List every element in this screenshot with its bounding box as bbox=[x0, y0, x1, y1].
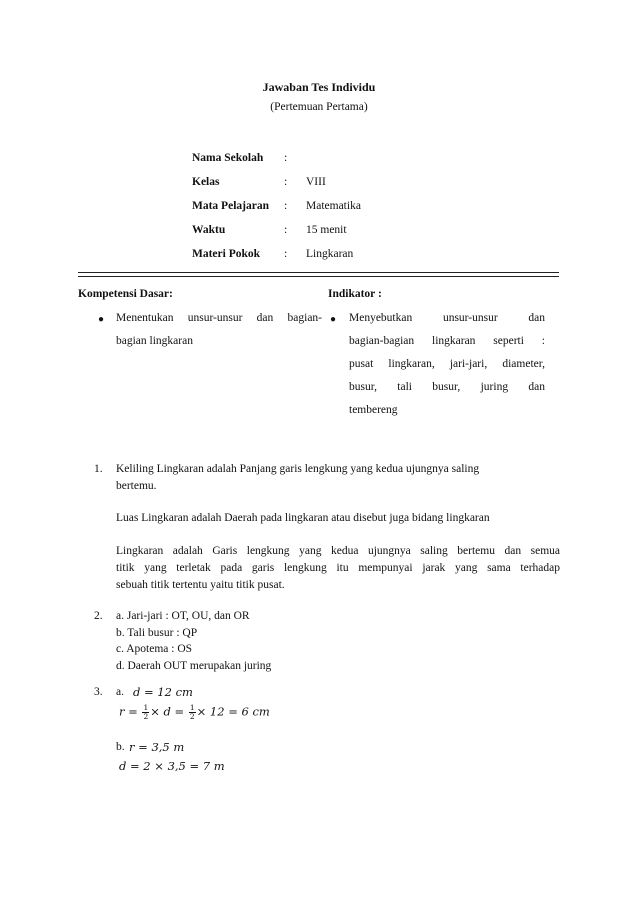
bullet-icon: ● bbox=[330, 314, 337, 325]
answer-text: Keliling Lingkaran adalah Panjang garis lengkung yang kedua ujungnya saling bbox=[116, 463, 480, 475]
info-label: Waktu bbox=[192, 224, 226, 236]
fraction-numerator: 1 bbox=[189, 703, 195, 712]
indikator-list bbox=[349, 312, 545, 427]
math-part: × d = bbox=[150, 704, 188, 719]
info-value: 15 menit bbox=[306, 224, 347, 236]
info-colon: : bbox=[284, 224, 288, 236]
indikator-line: Menyebutkan unsur-unsur dan bbox=[349, 312, 545, 324]
fraction bbox=[142, 704, 149, 721]
answer-text: c. Apotema : OS bbox=[116, 643, 193, 655]
indikator-line: busur, tali busur, juring dan bbox=[349, 381, 545, 393]
info-colon: : bbox=[284, 200, 288, 212]
answer-text: sebuah titik tertentu yaitu titik pusat. bbox=[116, 579, 285, 591]
kd-line: bagian lingkaran bbox=[116, 335, 193, 347]
info-label: Materi Pokok bbox=[192, 248, 261, 260]
math-part: × 12 = 6 cm bbox=[196, 704, 270, 719]
indikator-line: pusat lingkaran, jari-jari, diameter, bbox=[349, 358, 545, 370]
answer-paragraph bbox=[116, 545, 560, 596]
fraction-denominator: 2 bbox=[189, 712, 195, 721]
answer-text: b. Tali busur : QP bbox=[116, 627, 198, 639]
info-value: Lingkaran bbox=[306, 248, 354, 260]
answer-text: Luas Lingkaran adalah Daerah pada lingkaran atau disebut juga bidang lingkaran bbox=[116, 512, 490, 524]
answer-number: 3. bbox=[94, 686, 103, 698]
kd-line: Menentukan unsur-unsur dan bagian- bbox=[116, 312, 322, 324]
answer-text: Lingkaran adalah Garis lengkung yang kedua ujungnya saling bertemu dan semua bbox=[116, 545, 560, 557]
fraction-numerator: 1 bbox=[143, 703, 149, 712]
math-part: r = bbox=[119, 704, 142, 719]
fraction-denominator: 2 bbox=[143, 712, 149, 721]
indikator-line: tembereng bbox=[349, 404, 398, 416]
answer-text: d. Daerah OUT merupakan juring bbox=[116, 660, 272, 672]
divider-top bbox=[78, 272, 559, 273]
answer-number: 2. bbox=[94, 610, 103, 622]
info-label: Nama Sekolah bbox=[192, 152, 264, 164]
answer-text: a. Jari-jari : OT, OU, dan OR bbox=[116, 610, 250, 622]
answer-text: bertemu. bbox=[116, 480, 157, 492]
bullet-icon: ● bbox=[98, 314, 105, 325]
answer-sub-label: a. bbox=[116, 686, 124, 698]
info-colon: : bbox=[284, 176, 288, 188]
info-label: Mata Pelajaran bbox=[192, 200, 269, 212]
math-line bbox=[119, 704, 270, 721]
info-value: Matematika bbox=[306, 200, 361, 212]
answer-sub-label: b. bbox=[116, 741, 125, 753]
indikator-line: bagian-bagian lingkaran seperti : bbox=[349, 335, 545, 347]
kd-heading: Kompetensi Dasar: bbox=[78, 288, 173, 300]
math-line: d = 12 cm bbox=[133, 685, 193, 699]
answer-number: 1. bbox=[94, 463, 103, 475]
indikator-heading: Indikator : bbox=[328, 288, 382, 300]
divider-bottom bbox=[78, 276, 559, 277]
info-colon: : bbox=[284, 248, 288, 260]
math-line: r = 3,5 m bbox=[129, 740, 185, 754]
fraction bbox=[189, 704, 196, 721]
info-colon: : bbox=[284, 152, 288, 164]
math-line: d = 2 × 3,5 = 7 m bbox=[119, 759, 225, 773]
info-value: VIII bbox=[306, 176, 326, 188]
answer-text: titik yang terletak pada garis lengkung itu mempunyai jarak yang sama terhadap bbox=[116, 562, 560, 574]
page-title: Jawaban Tes Individu bbox=[262, 80, 376, 94]
info-label: Kelas bbox=[192, 176, 220, 188]
page-subtitle: (Pertemuan Pertama) bbox=[270, 101, 368, 113]
